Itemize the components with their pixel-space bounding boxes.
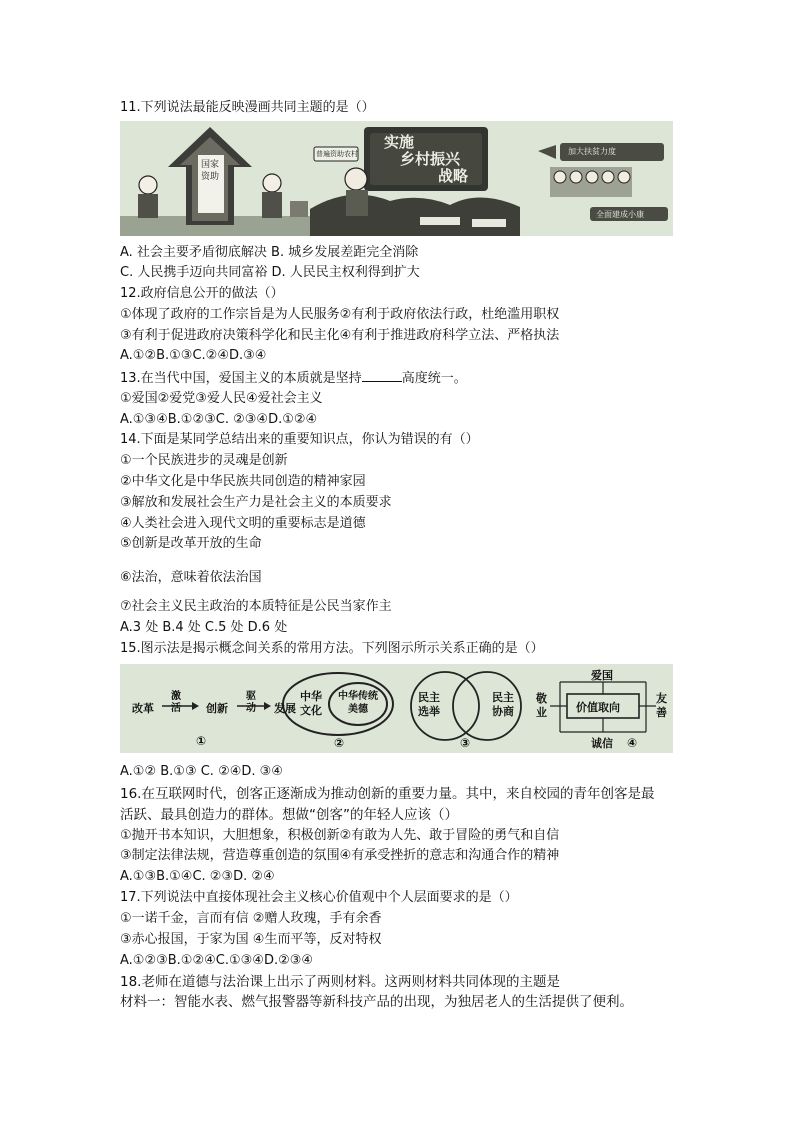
q14-item4: ④人类社会进入现代文明的重要标志是道德 xyxy=(120,516,366,531)
q15-d4-bottom-label: 诚信 xyxy=(591,737,613,750)
q11-right-sign-top: 加大扶贫力度 xyxy=(568,147,616,156)
q14-item6: ⑥法治，意味着依法治国 xyxy=(120,570,262,585)
q18-stem: 18.老师在道德与法治课上出示了两则材料。这两则材料共同体现的主题是 xyxy=(120,974,560,990)
q12-items-line2: ③有利于促进政府决策科学化和民主化④有利于推进政府科学立法、严格执法 xyxy=(120,328,560,343)
q11-mid-board-line1: 实施 xyxy=(384,133,415,151)
q14-stem: 14.下面是某同学总结出来的重要知识点，你认为错误的有（） xyxy=(120,432,479,447)
q11-stem: 11.下列说法最能反映漫画共同主题的是（） xyxy=(120,100,375,115)
q15-d4-top-label: 爱国 xyxy=(591,669,613,682)
q11-mid-board-line2: 乡村振兴 xyxy=(400,150,461,168)
q15-d4-right-label: 友善 xyxy=(656,692,667,719)
q17-options: A.①②③B.①②④C.①③④D.②③④ xyxy=(120,953,314,968)
q11-mid-small-board: 普遍资助农村 xyxy=(316,150,358,158)
q15-d1-development: 发展 xyxy=(274,702,296,715)
q15-d2-outer-label: 中华文化 xyxy=(300,690,322,717)
q16-items-line1: ①抛开书本知识，大胆想象，积极创新②有敢为人先、敢于冒险的勇气和自信 xyxy=(120,828,560,843)
q14-item7: ⑦社会主义民主政治的本质特征是公民当家作主 xyxy=(120,599,392,614)
q15-d3-right-label: 民主协商 xyxy=(492,691,514,718)
q16-items-line2: ③制定法律法规，营造尊重创造的氛围④有承受挫折的意志和沟通合作的精神 xyxy=(120,848,560,863)
q15-d3-number: ③ xyxy=(460,736,471,750)
q16-stem-line1: 16.在互联网时代，创客正逐渐成为推动创新的重要力量。其中，来自校园的青年创客是最 xyxy=(120,786,655,802)
q15-d2-number: ② xyxy=(334,736,345,750)
q15-d1-innovation: 创新 xyxy=(206,702,228,715)
q13-stem-before: 13.在当代中国，爱国主义的本质就是坚持 xyxy=(120,371,362,386)
q13-items: ①爱国②爱党③爱人民④爱社会主义 xyxy=(120,391,323,406)
q11-options-line1: A. 社会主要矛盾彻底解决 B. 城乡发展差距完全消除 xyxy=(120,245,419,260)
q11-cartoon-panel xyxy=(120,121,673,236)
q15-stem: 15.图示法是揭示概念间关系的常用方法。下列图示所示关系正确的是（） xyxy=(120,641,544,656)
q17-items-line1: ①一诺千金，言而有信 ②赠人玫瑰，手有余香 xyxy=(120,911,382,926)
q16-stem-line2: 活跃、最具创造力的群体。想做“创客”的年轻人应该（） xyxy=(120,807,458,823)
q15-d2-inner-label: 中华传统美德 xyxy=(338,691,378,715)
q12-options: A.①②B.①③C.②④D.③④ xyxy=(120,348,267,363)
q11-options-line2: C. 人民携手迈向共同富裕 D. 人民民主权利得到扩大 xyxy=(120,265,420,280)
q12-stem: 12.政府信息公开的做法（） xyxy=(120,286,284,301)
q15-d1-reform: 改革 xyxy=(132,702,154,715)
q15-d4-number: ④ xyxy=(627,736,638,750)
q11-mid-board-line3: 战略 xyxy=(438,167,469,185)
q14-item2: ②中华文化是中华民族共同创造的精神家园 xyxy=(120,474,366,489)
q13-stem xyxy=(120,369,467,388)
q14-item3: ③解放和发展社会生产力是社会主义的本质要求 xyxy=(120,495,392,510)
q15-options: A.①② B.①③ C. ②④D. ③④ xyxy=(120,764,283,779)
q11-right-sign-bottom: 全面建成小康 xyxy=(596,210,644,219)
q18-material1: 材料一：智能水表、燃气报警器等新科技产品的出现，为独居老人的生活提供了便利。 xyxy=(120,994,633,1010)
q13-answer-blank xyxy=(362,369,402,382)
q17-items-line2: ③赤心报国，于家为国 ④生而平等，反对特权 xyxy=(120,932,382,947)
q15-d1-activate: 激活 xyxy=(171,691,181,714)
q14-item5: ⑤创新是改革开放的生命 xyxy=(120,536,262,551)
q11-left-sign: 国家资助 xyxy=(200,160,219,182)
q16-options: A.①③B.①④C. ②③D. ②④ xyxy=(120,869,275,884)
q17-stem: 17.下列说法中直接体现社会主义核心价值观中个人层面要求的是（） xyxy=(120,890,518,905)
q15-diagram-panel xyxy=(120,664,673,753)
q15-d4-left-label: 敬业 xyxy=(536,692,547,719)
q15-d4-center-label: 价值取向 xyxy=(576,701,620,714)
q15-d1-number: ① xyxy=(196,734,207,748)
q15-d3-left-label: 民主选举 xyxy=(418,691,440,718)
q14-options: A.3 处 B.4 处 C.5 处 D.6 处 xyxy=(120,620,288,635)
q12-items-line1: ①体现了政府的工作宗旨是为人民服务②有利于政府依法行政，杜绝滥用职权 xyxy=(120,307,560,322)
q13-stem-after: 高度统一。 xyxy=(401,371,467,386)
q14-item1: ①一个民族进步的灵魂是创新 xyxy=(120,453,288,468)
q13-options: A.①③④B.①②③C. ②③④D.①②④ xyxy=(120,412,318,427)
q15-d1-drive: 驱动 xyxy=(246,691,256,714)
